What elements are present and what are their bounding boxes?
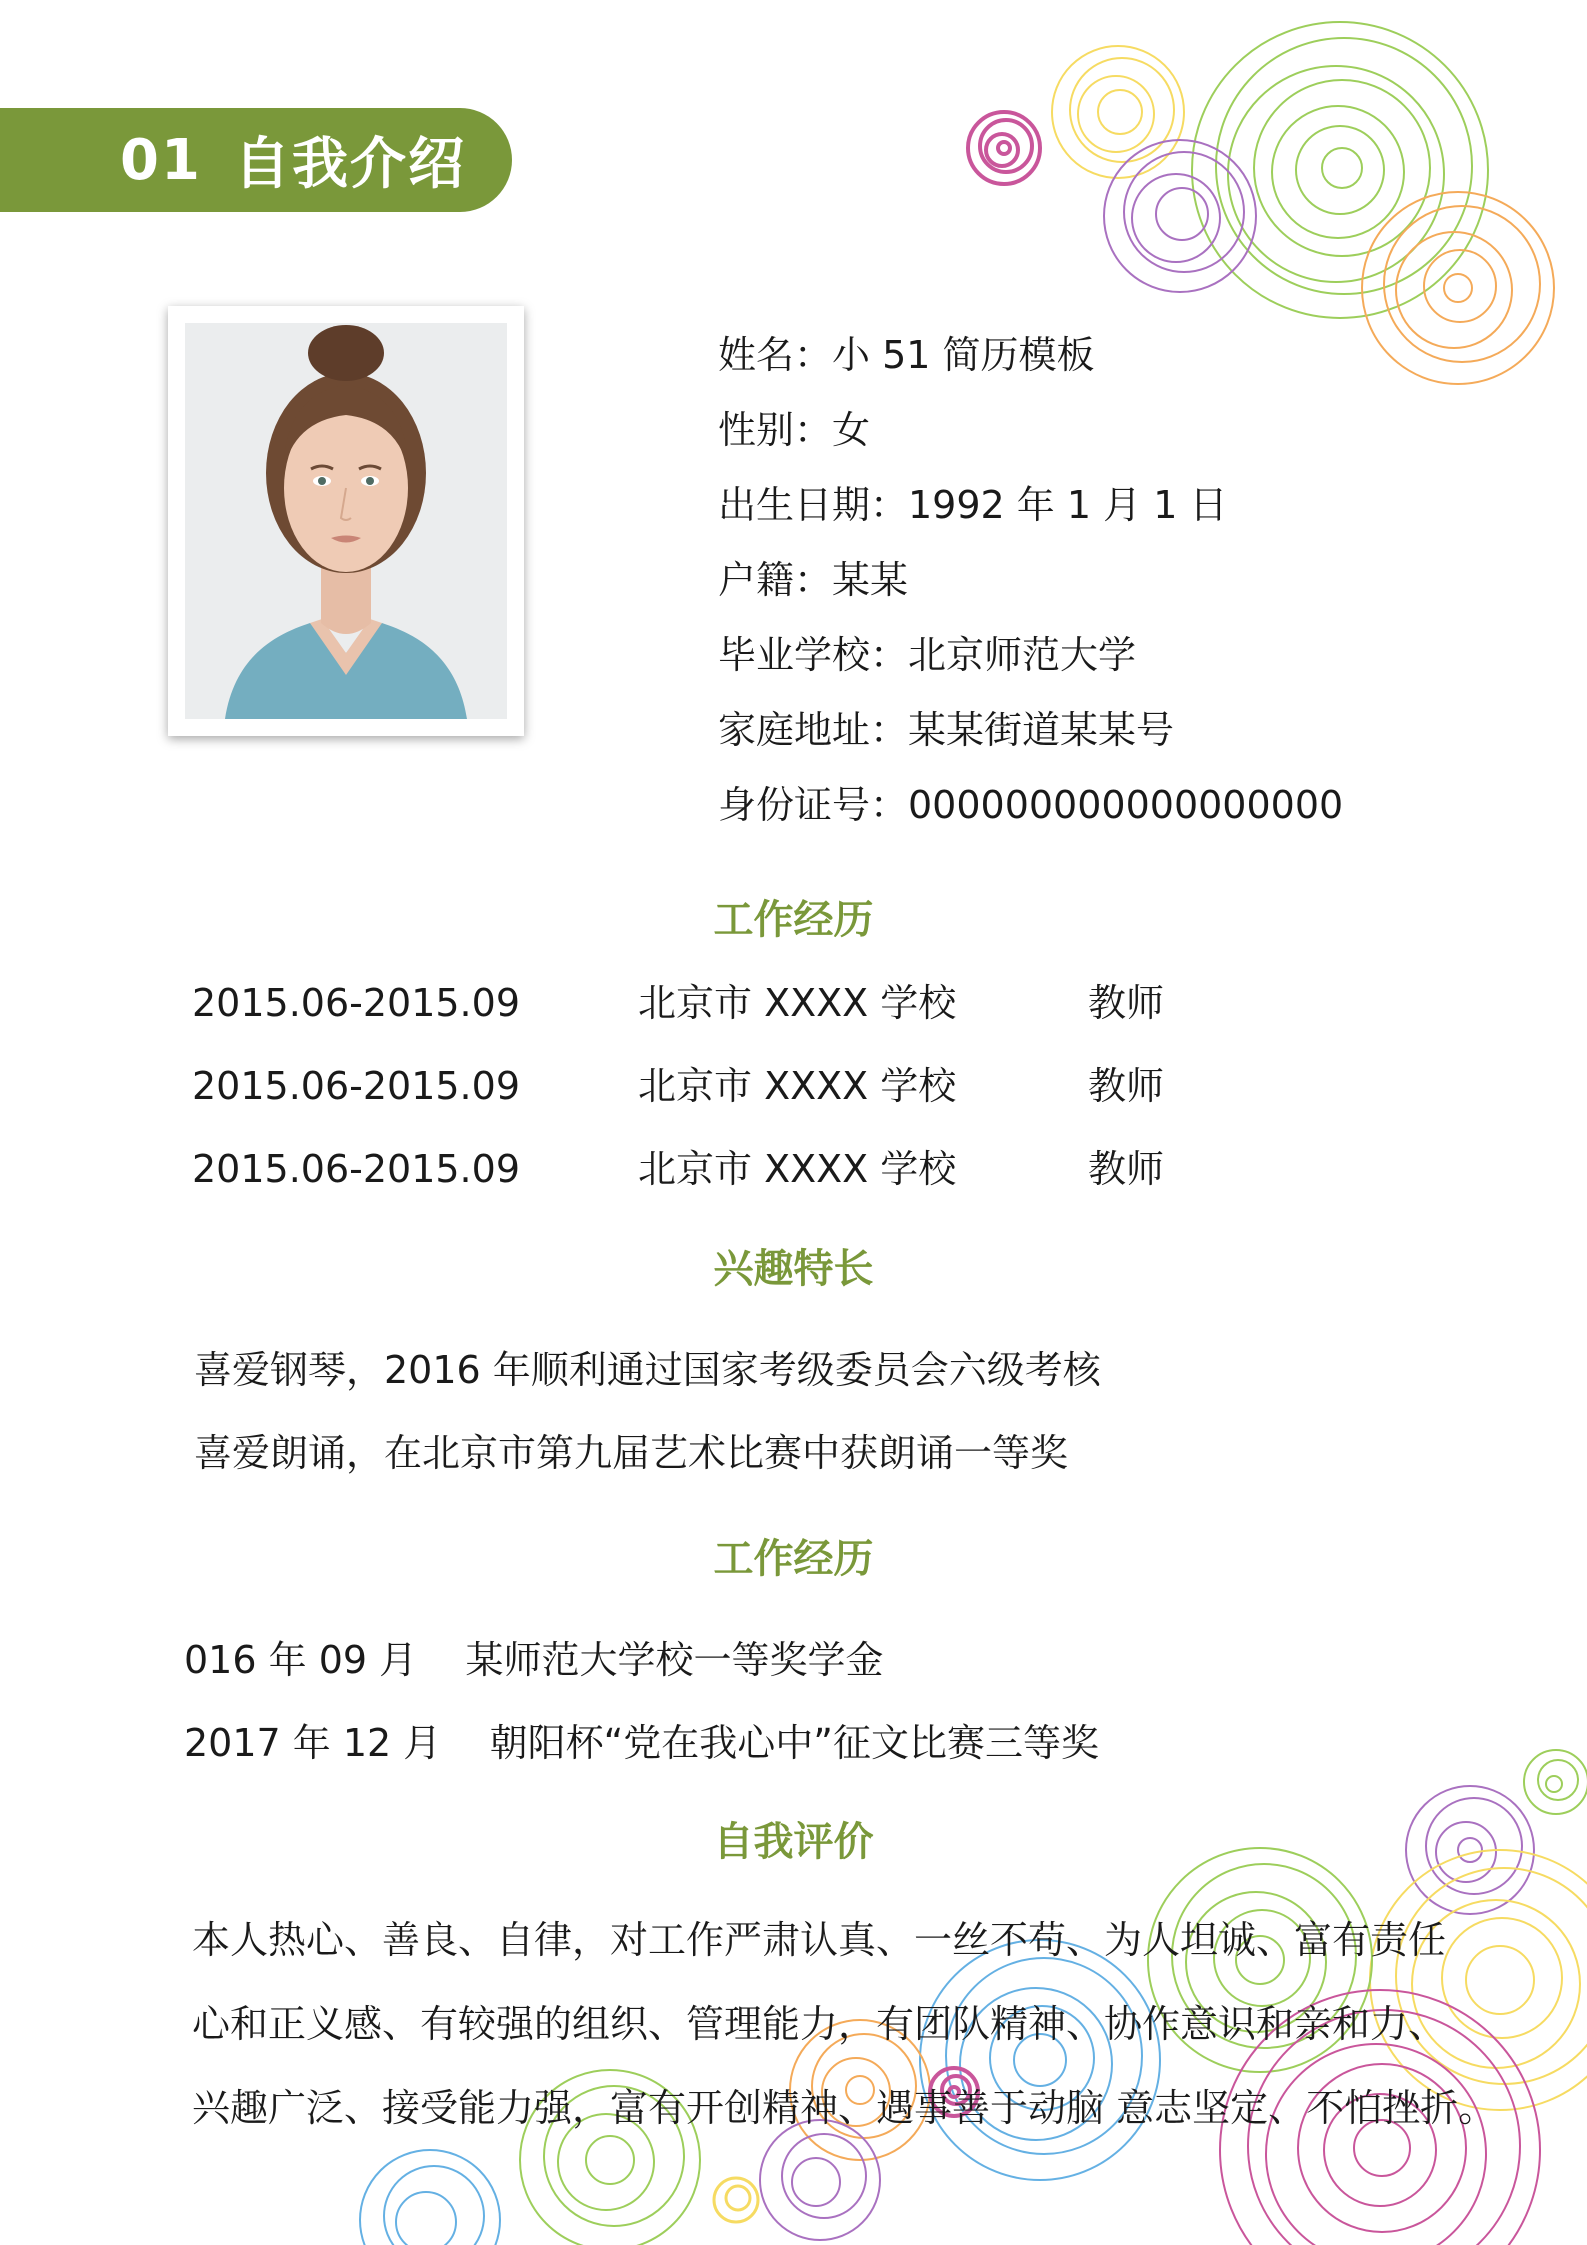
info-address: 家庭地址：某某街道某某号 bbox=[718, 708, 1175, 752]
work-row bbox=[0, 1139, 1587, 1199]
scribble-circle-yellow-bottom-small bbox=[714, 2178, 758, 2222]
scribble-circle-yellow-bottom bbox=[1370, 1850, 1587, 2110]
work-date: 2015.06-2015.09 bbox=[192, 1147, 520, 1191]
hobby-line: 喜爱朗诵，在北京市第九届艺术比赛中获朗诵一等奖 bbox=[194, 1431, 1069, 1475]
scribble-circle-blue-bottom bbox=[920, 1940, 1160, 2180]
scribble-circle-orange bbox=[1362, 192, 1554, 384]
banner-number: 01 bbox=[120, 127, 202, 193]
profile-photo bbox=[185, 323, 507, 719]
work-date: 2015.06-2015.09 bbox=[192, 981, 520, 1025]
work-role: 教师 bbox=[1088, 981, 1165, 1025]
award-line: 016 年 09 月 某师范大学校一等奖学金 bbox=[184, 1638, 884, 1682]
evaluation-line: 心和正义感、有较强的组织、管理能力，有团队精神、协作意识和亲和力、 bbox=[192, 2002, 1447, 2046]
info-id-number: 身份证号：000000000000000000 bbox=[718, 783, 1344, 827]
evaluation-line: 兴趣广泛、接受能力强，富有开创精神、遇事善于动脑 意志坚定、不怕挫折。 bbox=[192, 2086, 1497, 2130]
work-row bbox=[0, 1056, 1587, 1116]
info-birthdate: 出生日期：1992 年 1 月 1 日 bbox=[718, 483, 1228, 527]
scribble-circle-purple bbox=[1104, 140, 1256, 292]
info-hometown: 户籍：某某 bbox=[718, 558, 909, 602]
info-school: 毕业学校：北京师范大学 bbox=[718, 633, 1137, 677]
hobby-line: 喜爱钢琴，2016 年顺利通过国家考级委员会六级考核 bbox=[194, 1348, 1101, 1392]
scribble-circle-purple-bottom-mid bbox=[760, 2120, 880, 2240]
work-role: 教师 bbox=[1088, 1064, 1165, 1108]
info-gender: 性别：女 bbox=[718, 408, 871, 452]
work-org: 北京市 XXXX 学校 bbox=[638, 1147, 957, 1191]
hobbies-section-title: 兴趣特长 bbox=[713, 1246, 874, 1292]
work-row bbox=[0, 973, 1587, 1033]
profile-photo-frame bbox=[168, 306, 524, 736]
banner-title: 自我介绍 bbox=[233, 132, 466, 197]
award-line: 2017 年 12 月 朝阳杯“党在我心中”征文比赛三等奖 bbox=[184, 1721, 1099, 1765]
awards-section-title: 工作经历 bbox=[713, 1536, 874, 1582]
work-org: 北京市 XXXX 学校 bbox=[638, 1064, 957, 1108]
scribble-circle-lime-small bbox=[1524, 1750, 1587, 1814]
scribble-circle-green-large bbox=[1192, 22, 1488, 318]
work-role: 教师 bbox=[1088, 1147, 1165, 1191]
section-banner bbox=[0, 108, 512, 212]
scribble-circle-blue-bottom-left bbox=[360, 2150, 500, 2245]
work-section-title: 工作经历 bbox=[713, 897, 874, 943]
work-date: 2015.06-2015.09 bbox=[192, 1064, 520, 1108]
personal-info bbox=[718, 318, 1343, 843]
evaluation-section-title: 自我评价 bbox=[713, 1819, 874, 1865]
work-org: 北京市 XXXX 学校 bbox=[638, 981, 957, 1025]
scribble-circle-yellow bbox=[1052, 46, 1184, 178]
evaluation-line: 本人热心、善良、自律，对工作严肃认真、一丝不苟、为人坦诚、富有责任 bbox=[192, 1918, 1447, 1962]
info-name: 姓名：小 51 简历模板 bbox=[718, 333, 1095, 377]
scribble-circle-magenta-small bbox=[968, 112, 1040, 184]
portrait-illustration bbox=[185, 323, 507, 719]
